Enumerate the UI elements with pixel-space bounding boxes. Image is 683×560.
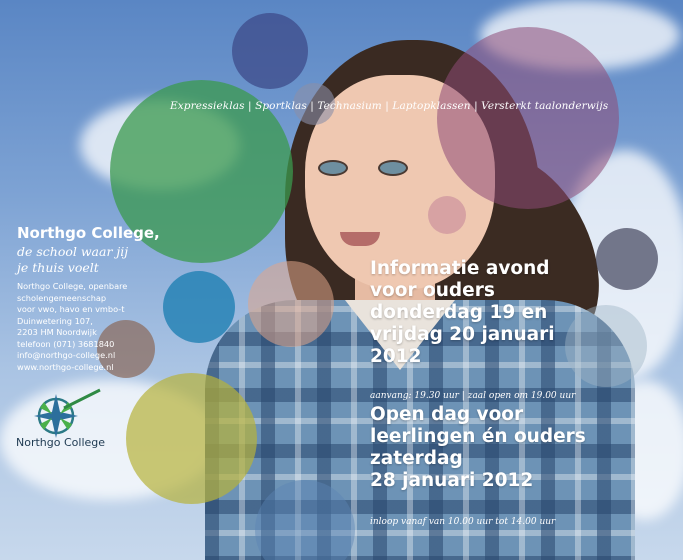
address-line: Duinwetering 107, xyxy=(17,315,93,326)
slogan-line: je thuis voelt xyxy=(17,260,99,275)
logo-text: Northgo College xyxy=(16,436,106,449)
slogan-line: de school waar jij xyxy=(17,244,129,259)
school-name: Northgo College, xyxy=(17,224,160,242)
circle-slate xyxy=(596,228,658,290)
info-evening-note: aanvang: 19.30 uur | zaal open om 19.00 uur xyxy=(370,391,576,401)
open-day-note: inloop vanaf van 10.00 uur tot 14.00 uur xyxy=(370,517,556,527)
circle-yellow xyxy=(126,373,257,504)
info-evening-heading xyxy=(370,258,555,368)
address-block xyxy=(17,281,137,373)
address-line: voor vwo, havo en vmbo-t xyxy=(17,304,125,314)
circle-small-pink xyxy=(428,196,466,234)
open-day-heading xyxy=(370,404,586,492)
circle-faint-right xyxy=(565,305,647,387)
circle-navy xyxy=(232,13,308,89)
headline-line: 28 januari 2012 xyxy=(370,470,534,491)
address-line: 2203 HM Noordwijk xyxy=(17,327,97,337)
headline-line: Informatie avond xyxy=(370,258,550,279)
school-slogan xyxy=(17,244,137,276)
address-line: Northgo College, openbare xyxy=(17,281,128,291)
headline-line: leerlingen én ouders xyxy=(370,426,586,447)
headline-line: Open dag voor xyxy=(370,404,524,425)
programs-line: Expressieklas | Sportklas | Technasium | Laptopklassen | Versterkt taalonderwijs xyxy=(170,100,609,112)
headline-line: voor ouders xyxy=(370,280,495,301)
email-link[interactable]: info@northgo-college.nl xyxy=(17,350,116,360)
circle-peach xyxy=(248,261,334,347)
website-link[interactable]: www.northgo-college.nl xyxy=(17,361,114,372)
circle-plum xyxy=(437,27,619,209)
headline-line: vrijdag 20 januari xyxy=(370,324,555,345)
address-line: scholengemeenschap xyxy=(17,292,107,303)
girl-left-eye xyxy=(318,160,348,176)
girl-right-eye xyxy=(378,160,408,176)
circle-teal xyxy=(163,271,235,343)
headline-line: 2012 xyxy=(370,346,422,367)
address-line: telefoon (071) 3681840 xyxy=(17,338,115,349)
headline-line: donderdag 19 en xyxy=(370,302,548,323)
headline-line: zaterdag xyxy=(370,448,463,469)
